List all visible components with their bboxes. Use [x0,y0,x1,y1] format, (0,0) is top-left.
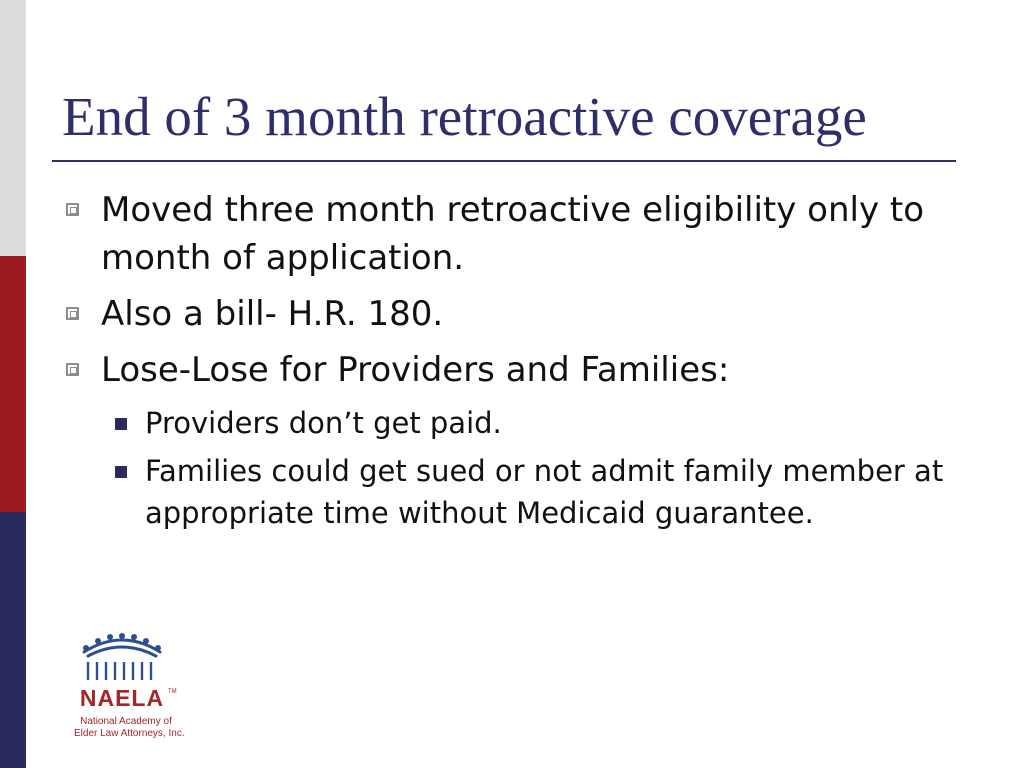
filled-square-bullet-icon [115,418,127,430]
slide-title: End of 3 month retroactive coverage [62,86,867,147]
slide-content [62,186,962,540]
sub-bullet-item [107,450,962,534]
title-underline [52,160,956,162]
hollow-square-bullet-icon [66,363,79,376]
bullet-text: Lose-Lose for Providers and Families: [101,350,730,390]
logo-subtitle-line: National Academy of [80,716,172,727]
sub-bullet-item [107,402,962,444]
hollow-square-bullet-icon [66,307,79,320]
side-stripe-red [0,256,26,512]
logo-trademark: TM [168,689,177,695]
bullet-text: Moved three month retroactive eligibility only to month of application. [101,190,925,278]
hollow-square-bullet-icon [66,203,79,216]
naela-logo [74,632,184,744]
capitol-dome-icon [74,632,170,684]
bullet-item [62,186,962,282]
logo-wordmark: NAELA [79,685,165,711]
logo-subtitle-line: Elder Law Attorneys, Inc. [74,728,185,739]
bullet-item [62,290,962,338]
logo-subtitle [74,716,185,740]
bullet-text: Also a bill- H.R. 180. [101,294,444,334]
sub-bullet-text: Providers don’t get paid. [145,406,502,440]
side-stripe-navy [0,512,26,768]
side-stripe-gray [0,0,26,256]
filled-square-bullet-icon [115,466,127,478]
bullet-item [62,346,962,394]
sub-bullet-text: Families could get sued or not admit family member at appropriate time without Medicaid guarantee. [145,454,944,530]
